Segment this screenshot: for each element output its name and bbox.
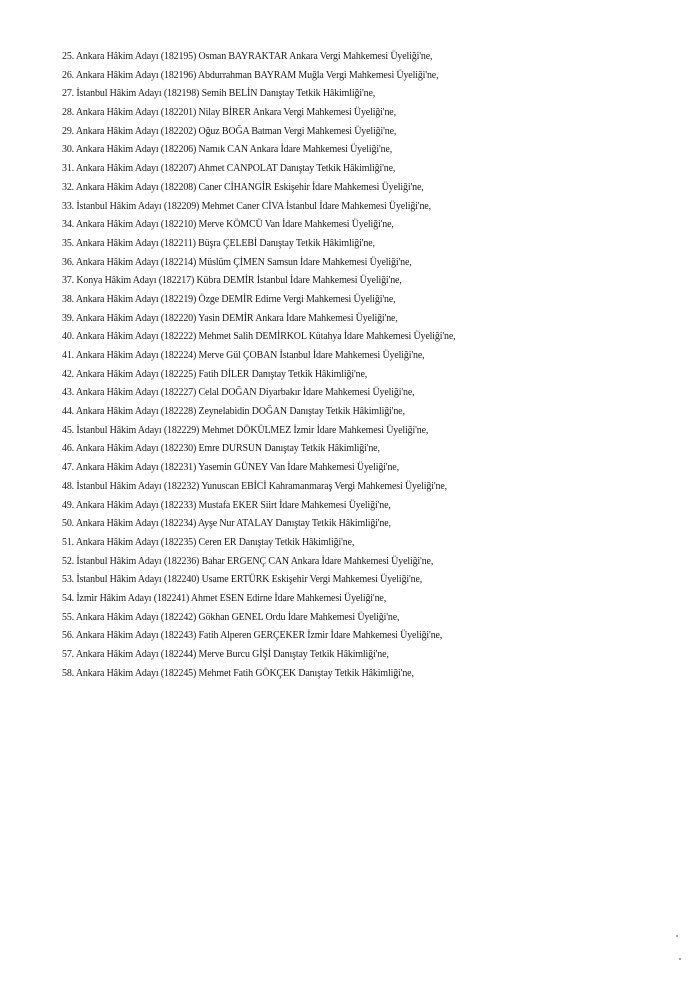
list-item: 28. Ankara Hâkim Adayı (182201) Nilay BİRER Ankara Vergi Mahkemesi Üyeliği'ne, bbox=[62, 107, 396, 119]
list-item: 53. İstanbul Hâkim Adayı (182240) Usame ERTÜRK Eskişehir Vergi Mahkemesi Üyeliği'ne, bbox=[62, 574, 423, 586]
list-item: 34. Ankara Hâkim Adayı (182210) Merve KÖMCÜ Van İdare Mahkemesi Üyeliği'ne, bbox=[62, 219, 394, 231]
list-item: 29. Ankara Hâkim Adayı (182202) Oğuz BOĞA Batman Vergi Mahkemesi Üyeliği'ne, bbox=[62, 125, 397, 137]
scan-speck bbox=[679, 958, 681, 960]
list-item: 45. İstanbul Hâkim Adayı (182229) Mehmet DÖKÜLMEZ İzmir İdare Mahkemesi Üyeliği'ne, bbox=[62, 424, 429, 436]
list-item: 46. Ankara Hâkim Adayı (182230) Emre DURSUN Danıştay Tetkik Hâkimliği'ne, bbox=[62, 443, 380, 455]
list-item: 36. Ankara Hâkim Adayı (182214) Müslüm ÇİMEN Samsun İdare Mahkemesi Üyeliği'ne, bbox=[62, 256, 412, 268]
list-item: 50. Ankara Hâkim Adayı (182234) Ayşe Nur ATALAY Danıştay Tetkik Hâkimliği'ne, bbox=[62, 518, 391, 530]
appointment-list bbox=[62, 48, 682, 683]
list-item: 40. Ankara Hâkim Adayı (182222) Mehmet Salih DEMİRKOL Kütahya İdare Mahkemesi Üyeliği'ne, bbox=[62, 331, 456, 343]
list-item: 41. Ankara Hâkim Adayı (182224) Merve Gül ÇOBAN İstanbul İdare Mahkemesi Üyeliği'ne, bbox=[62, 350, 425, 361]
list-item: 56. Ankara Hâkim Adayı (182243) Fatih Alperen GERÇEKER İzmir İdare Mahkemesi Üyeliği'ne, bbox=[62, 630, 443, 642]
list-item: 38. Ankara Hâkim Adayı (182219) Özge DEMİR Edirne Vergi Mahkemesi Üyeliği'ne, bbox=[62, 293, 396, 305]
list-item: 54. İzmir Hâkim Adayı (182241) Ahmet ESEN Edirne İdare Mahkemesi Üyeliği'ne, bbox=[62, 592, 387, 604]
list-item: 52. İstanbul Hâkim Adayı (182236) Bahar ERGENÇ CAN Ankara İdare Mahkemesi Üyeliği'ne, bbox=[62, 555, 434, 567]
scan-speck bbox=[676, 935, 678, 937]
list-item: 47. Ankara Hâkim Adayı (182231) Yasemin GÜNEY Van İdare Mahkemesi Üyeliği'ne, bbox=[62, 462, 399, 474]
list-item: 42. Ankara Hâkim Adayı (182225) Fatih DİLER Danıştay Tetkik Hâkimliği'ne, bbox=[62, 368, 368, 380]
list-item: 30. Ankara Hâkim Adayı (182206) Namık CAN Ankara İdare Mahkemesi Üyeliği'ne, bbox=[62, 144, 393, 156]
list-item: 32. Ankara Hâkim Adayı (182208) Caner CİHANGİR Eskişehir İdare Mahkemesi Üyeliği'ne, bbox=[62, 181, 424, 193]
list-item: 58. Ankara Hâkim Adayı (182245) Mehmet Fatih GÖKÇEK Danıştay Tetkik Hâkimliği'ne, bbox=[62, 667, 414, 679]
list-item: 27. İstanbul Hâkim Adayı (182198) Semih BELİN Danıştay Tetkik Hâkimliği'ne, bbox=[62, 88, 376, 100]
list-item: 35. Ankara Hâkim Adayı (182211) Büşra ÇELEBİ Danıştay Tetkik Hâkimliği'ne, bbox=[62, 237, 375, 249]
list-item: 44. Ankara Hâkim Adayı (182228) Zeynelabidin DOĞAN Danıştay Tetkik Hâkimliği'ne, bbox=[62, 406, 405, 418]
list-item: 39. Ankara Hâkim Adayı (182220) Yasin DEMİR Ankara İdare Mahkemesi Üyeliği'ne, bbox=[62, 312, 398, 324]
list-item: 51. Ankara Hâkim Adayı (182235) Ceren ER Danıştay Tetkik Hâkimliği'ne, bbox=[62, 536, 355, 548]
list-item: 37. Konya Hâkim Adayı (182217) Kübra DEMİR İstanbul İdare Mahkemesi Üyeliği'ne, bbox=[62, 275, 402, 287]
list-item: 25. Ankara Hâkim Adayı (182195) Osman BAYRAKTAR Ankara Vergi Mahkemesi Üyeliği'ne, bbox=[62, 51, 433, 62]
list-item: 49. Ankara Hâkim Adayı (182233) Mustafa EKER Siirt İdare Mahkemesi Üyeliği'ne, bbox=[62, 499, 391, 511]
list-item: 57. Ankara Hâkim Adayı (182244) Merve Burcu GİŞİ Danıştay Tetkik Hâkimliği'ne, bbox=[62, 649, 389, 660]
list-item: 31. Ankara Hâkim Adayı (182207) Ahmet CANPOLAT Danıştay Tetkik Hâkimliği'ne, bbox=[62, 163, 396, 175]
list-item: 55. Ankara Hâkim Adayı (182242) Gökhan GENEL Ordu İdare Mahkemesi Üyeliği'ne, bbox=[62, 611, 400, 623]
list-item: 26. Ankara Hâkim Adayı (182196) Abdurrahman BAYRAM Muğla Vergi Mahkemesi Üyeliği'ne, bbox=[62, 69, 439, 81]
list-item: 48. İstanbul Hâkim Adayı (182232) Yunuscan EBİCİ Kahramanmaraş Vergi Mahkemesi Üyeliği'ne, bbox=[62, 480, 447, 492]
list-item: 33. İstanbul Hâkim Adayı (182209) Mehmet Caner CİVA İstanbul İdare Mahkemesi Üyeliği'ne, bbox=[62, 200, 431, 212]
list-item: 43. Ankara Hâkim Adayı (182227) Celal DOĞAN Diyarbakır İdare Mahkemesi Üyeliği'ne, bbox=[62, 387, 415, 399]
